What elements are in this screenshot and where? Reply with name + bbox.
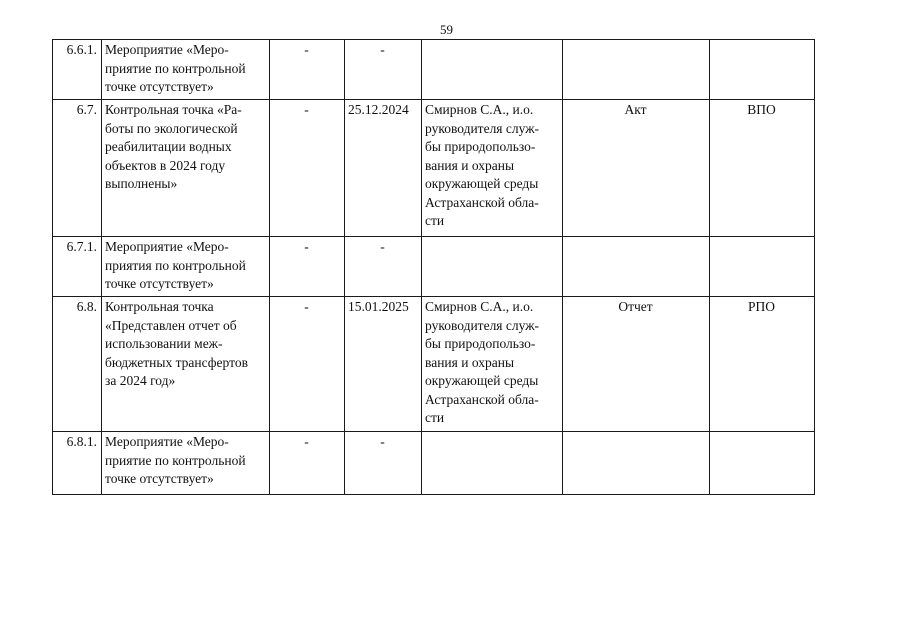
plan-table	[52, 39, 815, 495]
page-number: 59	[440, 22, 453, 37]
row-end-date: -	[345, 432, 422, 495]
row-name-line: точке отсутствует»	[105, 276, 214, 291]
row-name-line: использовании меж-	[105, 336, 223, 351]
row-name-line: приятие по контрольной	[105, 60, 246, 76]
row-control: РПО	[710, 297, 815, 432]
row-control: ВПО	[710, 100, 815, 237]
row-responsible-line: руководителя служ-	[425, 317, 540, 333]
row-name-line: бюджетных трансфертов	[105, 354, 248, 370]
row-responsible-line: Смирнов С.А., и.о.	[425, 299, 534, 314]
row-responsible-line: вания и охраны	[425, 157, 515, 173]
row-responsible-line: вания и охраны	[425, 354, 515, 370]
row-name	[102, 40, 270, 100]
row-responsible-line: Смирнов С.А., и.о.	[425, 102, 534, 117]
row-responsible-line: руководителя служ-	[425, 120, 540, 136]
row-responsible	[422, 432, 563, 495]
row-responsible-line: Астраханской обла-	[425, 194, 539, 210]
row-end-date: -	[345, 237, 422, 297]
row-document: Отчет	[563, 297, 710, 432]
row-responsible-line: окружающей среды	[425, 373, 539, 388]
row-start-date: -	[270, 40, 345, 100]
row-name	[102, 237, 270, 297]
row-name-line: реабилитации водных	[105, 139, 232, 154]
row-name-line: Мероприятие «Меро-	[105, 434, 229, 449]
row-end-date: -	[345, 40, 422, 100]
row-responsible	[422, 100, 563, 237]
row-control	[710, 432, 815, 495]
row-name-line: Мероприятие «Меро-	[105, 42, 229, 57]
row-name-line: объектов в 2024 году	[105, 157, 226, 173]
row-name-line: боты по экологической	[105, 120, 238, 136]
row-name	[102, 100, 270, 237]
row-start-date: -	[270, 297, 345, 432]
row-name	[102, 432, 270, 495]
row-name-line: приятия по контрольной	[105, 257, 246, 273]
table-row	[53, 40, 815, 100]
row-start-date: -	[270, 237, 345, 297]
row-responsible	[422, 40, 563, 100]
row-control	[710, 237, 815, 297]
row-start-date: -	[270, 100, 345, 237]
row-name-line: приятие по контрольной	[105, 452, 246, 468]
row-responsible-line: окружающей среды	[425, 176, 539, 191]
row-name-line: Контрольная точка «Ра-	[105, 102, 242, 117]
row-name-line: Контрольная точка	[105, 299, 214, 314]
plan-table-body	[53, 40, 815, 495]
row-start-date: -	[270, 432, 345, 495]
row-responsible	[422, 237, 563, 297]
row-name-line: точке отсутствует»	[105, 79, 214, 94]
row-responsible-line: Астраханской обла-	[425, 391, 539, 407]
table-row	[53, 297, 815, 432]
row-control	[710, 40, 815, 100]
row-number: 6.8.1.	[53, 432, 102, 495]
row-responsible-line: бы природопользо-	[425, 139, 536, 154]
row-name-line: «Представлен отчет об	[105, 317, 237, 333]
table-row	[53, 100, 815, 237]
table-row	[53, 432, 815, 495]
row-responsible-line: сти	[425, 410, 445, 425]
row-responsible-line: бы природопользо-	[425, 336, 536, 351]
row-document: Акт	[563, 100, 710, 237]
row-document	[563, 432, 710, 495]
row-responsible-line: сти	[425, 213, 445, 228]
row-responsible	[422, 297, 563, 432]
row-document	[563, 40, 710, 100]
row-document	[563, 237, 710, 297]
row-name-line: Мероприятие «Меро-	[105, 239, 229, 254]
row-name-line: за 2024 год»	[105, 373, 176, 388]
row-end-date: 25.12.2024	[345, 100, 422, 237]
row-end-date: 15.01.2025	[345, 297, 422, 432]
row-number: 6.7.	[53, 100, 102, 237]
row-number: 6.8.	[53, 297, 102, 432]
row-name-line: точке отсутствует»	[105, 471, 214, 486]
row-name-line: выполнены»	[105, 176, 178, 191]
row-name	[102, 297, 270, 432]
row-number: 6.6.1.	[53, 40, 102, 100]
row-number: 6.7.1.	[53, 237, 102, 297]
table-row	[53, 237, 815, 297]
